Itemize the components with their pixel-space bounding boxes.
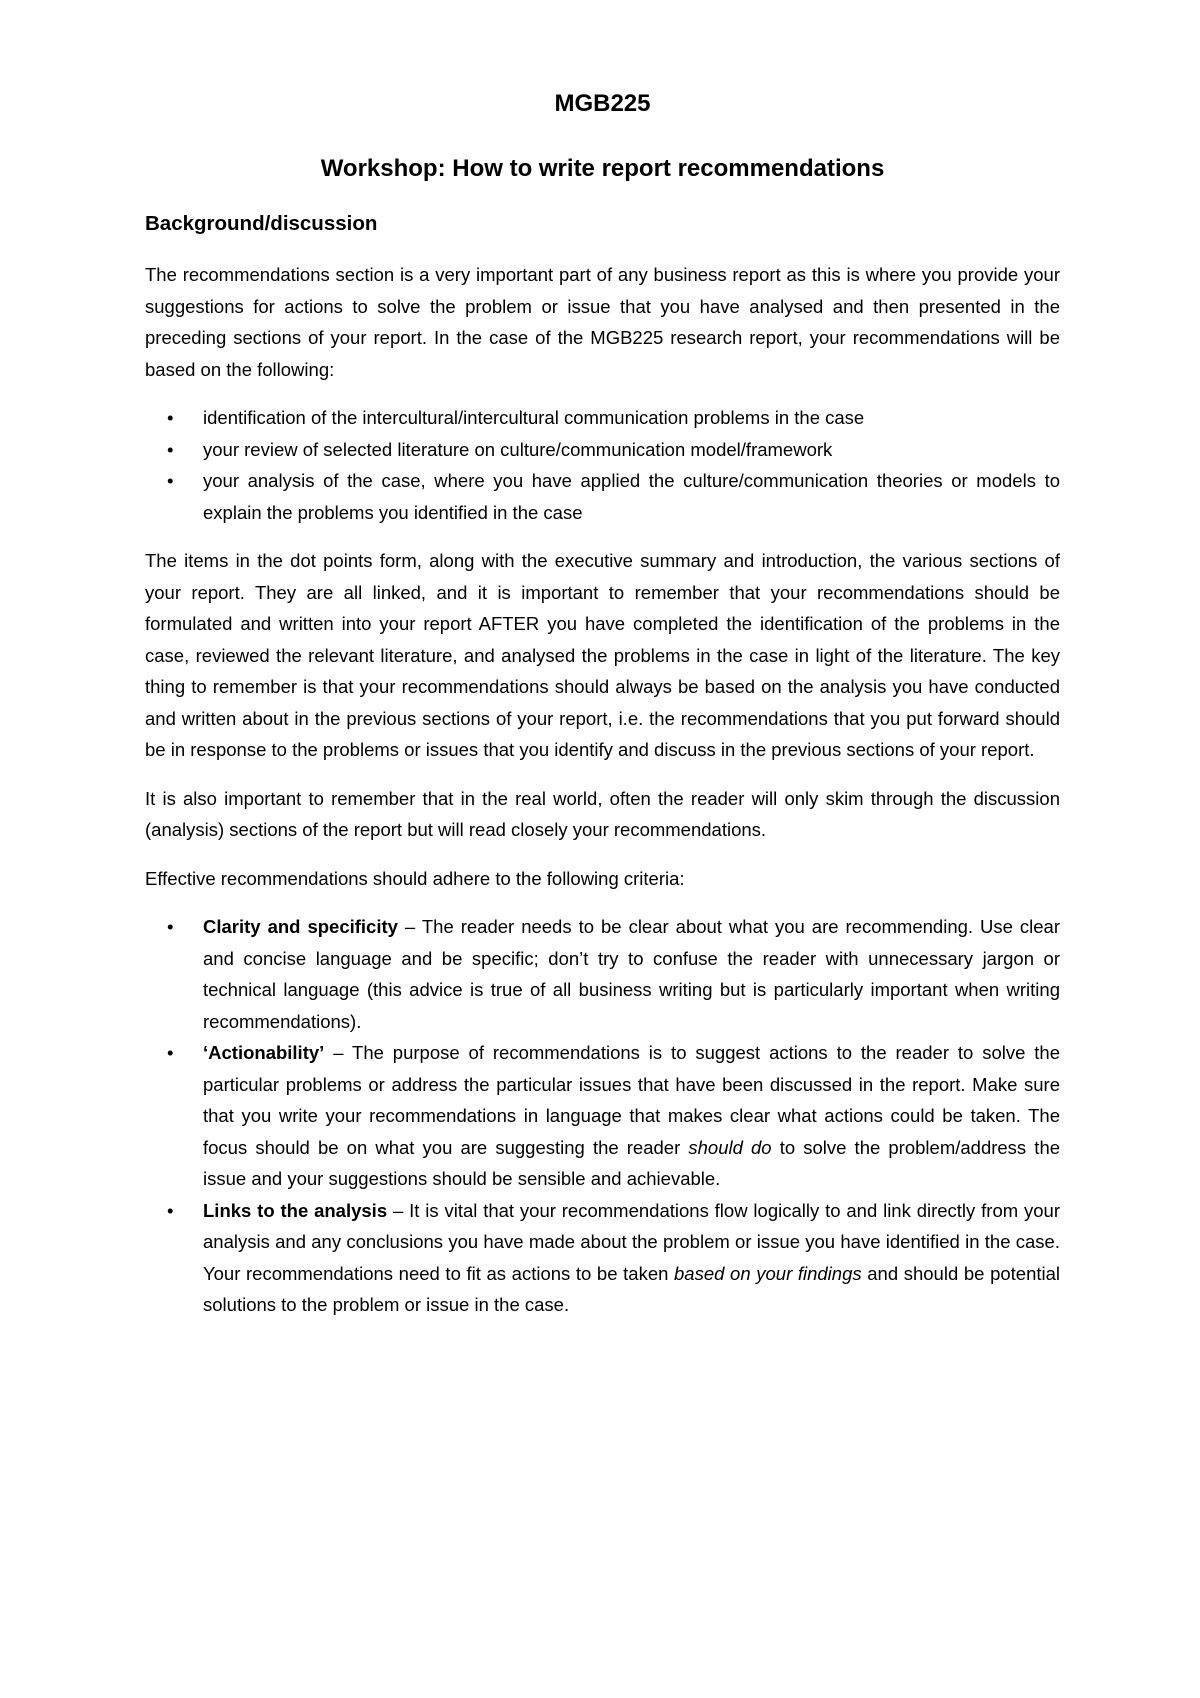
bullet-icon: • [167,470,174,491]
criteria-list [145,911,1060,1321]
criteria-text: – It is vital that your recommendations flow logically to and link directly from your analysis and any conclusions you have made about the problem or issue you have identified in the case. Your recommendations need to fit as actions to be taken [203,1199,1060,1284]
workshop-title: Workshop: How to write report recommendations [320,155,885,182]
document-body [145,88,1060,1338]
list-item-text: identification of the intercultural/intercultural communication problems in the case [203,407,865,428]
criteria-text: – The purpose of recommendations is to suggest actions to the reader to solve the particular problems or address the particular issues that have been discussed in the report. Make sure that you write your recommendations in language that makes clear what actions could be taken. The focus should be on what you are suggesting the reader [203,1042,1060,1158]
criteria-text: – The reader needs to be clear about what you are recommending. Use clear and concise language and be specific; don’t try to confuse the reader with unnecessary jargon or technical language (this advice is true of all business writing but is particularly important when writing recommendations). [203,916,1061,1032]
criteria-term: ‘Actionability’ [203,1042,325,1063]
criteria-text-continued: to solve the problem/address the issue and your suggestions should be sensible and achievable. [203,1136,1061,1189]
criteria-term: Links to the analysis [203,1199,388,1221]
criteria-term: Clarity and specificity [203,916,398,937]
list-item [145,465,1060,528]
criteria-item-links [145,1195,1060,1321]
list-item [145,434,1060,466]
bullet-icon: • [167,916,174,937]
list-item [145,402,1060,434]
intro-paragraph: The recommendations section is a very important part of any business report as this is where you provide your suggestions for actions to solve the problem or issue that you have analysed and then presented in the preceding sections of your report. In the case of the MGB225 research report, your recommendations will be based on the following: [145,264,1060,380]
criteria-emphasis: should do [688,1136,772,1158]
list-item-text: your analysis of the case, where you have applied the culture/communication theories or models to explain the problems you identified in the case [203,470,1060,523]
real-world-paragraph: It is also important to remember that in the real world, often the reader will only skim through the discussion (analysis) sections of the report but will read closely your recommendations. [145,787,1060,840]
list-item-text: your review of selected literature on culture/communication model/framework [203,438,833,460]
linkage-paragraph: The items in the dot points form, along with the executive summary and introduction, the various sections of your report. They are all linked, and it is important to remember that your recommendations should be formulated and written into your report AFTER you have completed the identification of the problems in the case, reviewed the relevant literature, and analysed the problems in the case in light of the literature. The key thing to remember is that your recommendations should always be based on the analysis you have conducted and written about in the previous sections of your report, i.e. the recommendations that you put forward should be in response to the problems or issues that you identify and discuss in the previous sections of your report. [145,550,1060,760]
bullet-icon: • [167,438,174,460]
bullet-icon: • [167,407,174,428]
criteria-emphasis: based on your findings [674,1262,862,1284]
criteria-text-continued: and should be potential solutions to the problem or issue in the case. [203,1262,1061,1315]
bullet-icon: • [167,1199,174,1221]
criteria-item-clarity [145,911,1060,1037]
bullet-icon: • [167,1042,174,1063]
criteria-intro: Effective recommendations should adhere to the following criteria: [145,867,685,889]
criteria-item-actionability [145,1037,1060,1195]
course-code: MGB225 [554,90,651,117]
basis-list [145,402,1060,528]
section-heading-background: Background/discussion [145,212,378,235]
